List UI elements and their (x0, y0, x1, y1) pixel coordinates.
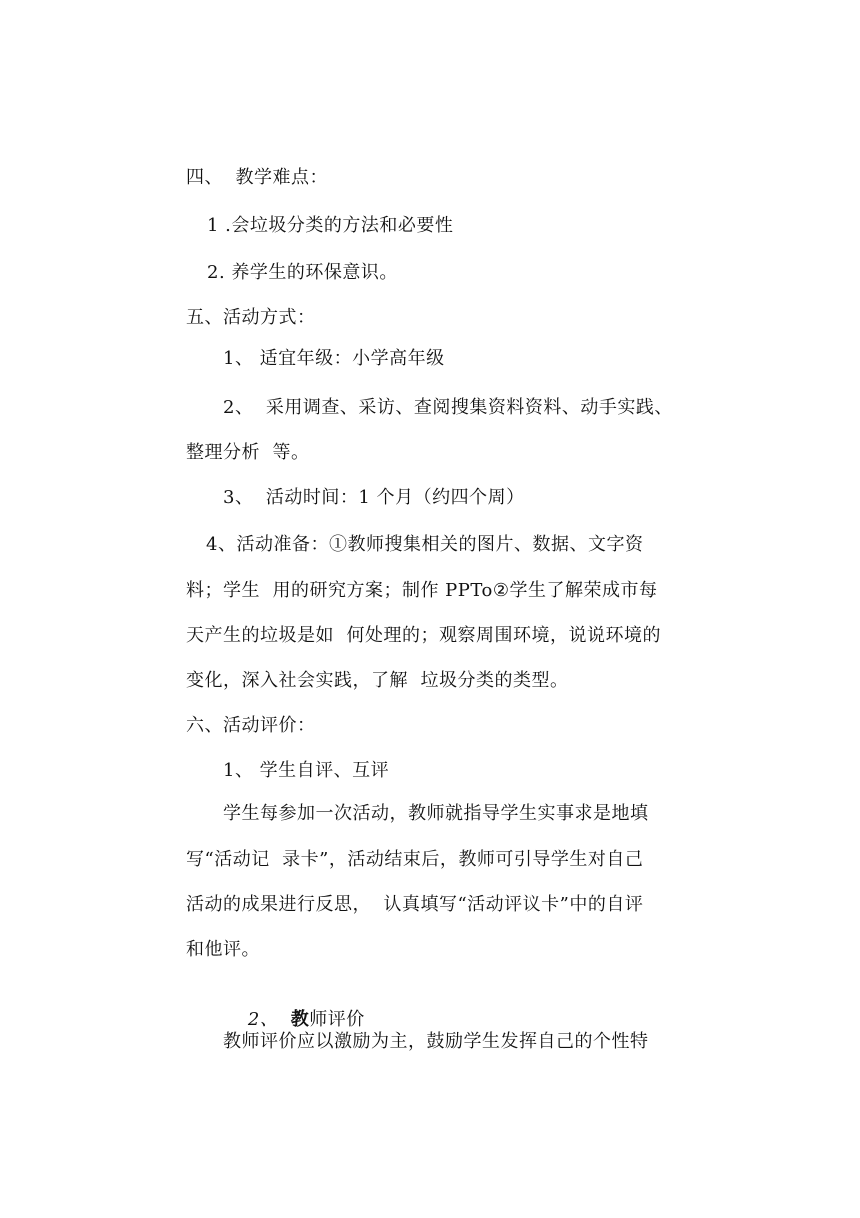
method-item-4-line-4: 变化，深入社会实践，了解 垃圾分类的类型。 (186, 670, 569, 691)
method-item-4: 4、活动准备：①教师搜集相关的图片、数据、文字资 (206, 534, 644, 555)
heading-activity-method: 五、活动方式： (186, 307, 316, 328)
method-item-2-continued: 整理分析 等。 (186, 442, 310, 463)
evaluation-paragraph-line-4: 和他评。 (186, 939, 260, 960)
evaluation-item-2-number: 2、 (247, 1009, 291, 1030)
list-item-1: 1 .会垃圾分类的方法和必要性 (207, 215, 454, 236)
method-item-4-line-3: 天产生的垃圾是如 何处理的；观察周围环境，说说环境的 (186, 625, 661, 646)
heading-activity-evaluation: 六、活动评价： (186, 715, 316, 736)
heading-teaching-difficulties: 四、 教学难点： (186, 167, 328, 188)
evaluation-item-2-label: 师评价 (309, 1009, 365, 1030)
teacher-evaluation-paragraph: 教师评价应以激励为主，鼓励学生发挥自己的个性特 (223, 1031, 649, 1052)
evaluation-item-1: 1、 学生自评、互评 (223, 760, 390, 781)
method-item-1: 1、 适宜年级：小学高年级 (223, 348, 445, 369)
method-item-3: 3、 活动时间：1 个月（约四个周） (223, 487, 525, 508)
method-item-2: 2、 采用调查、采访、查阅搜集资料资料、动手实践、 (223, 397, 673, 418)
evaluation-paragraph-line-3: 活动的成果进行反思， 认真填写“活动评议卡”中的自评 (186, 894, 644, 915)
evaluation-item-2-bold-char: 教 (290, 1009, 310, 1030)
evaluation-paragraph-line-2: 写“活动记 录卡”，活动结束后，教师可引导学生对自己 (186, 849, 644, 870)
evaluation-paragraph-line-1: 学生每参加一次活动，教师就指导学生实事求是地填 (223, 803, 649, 824)
list-item-2: 2. 养学生的环保意识。 (207, 262, 398, 283)
method-item-4-line-2: 料；学生 用的研究方案；制作 PPTo②学生了解荣成市每 (186, 580, 658, 601)
